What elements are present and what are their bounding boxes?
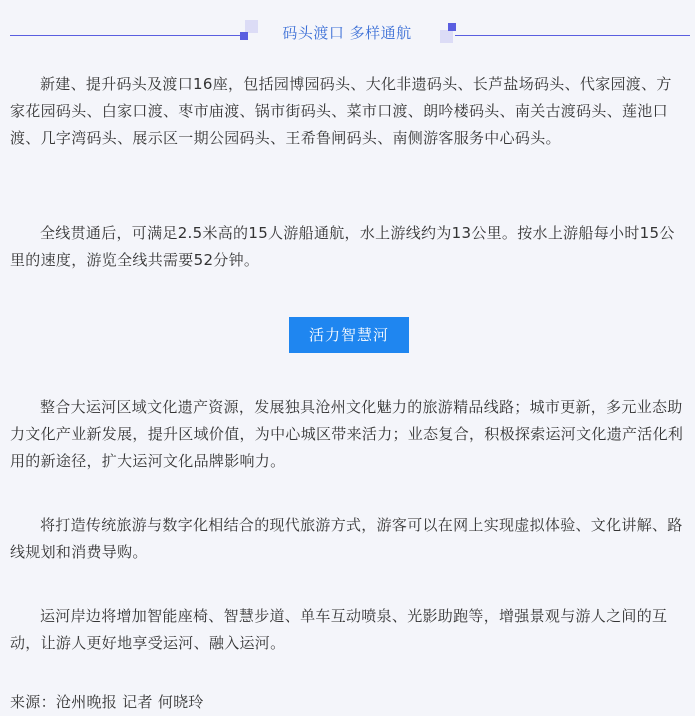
paragraph-navigation: 全线贯通后，可满足2.5米高的15人游船通航，水上游线约为13公里。按水上游船每小时15公里的速度，游览全线共需要52分钟。 bbox=[10, 224, 675, 269]
header-divider-left bbox=[10, 35, 248, 36]
section-title: 码头渡口 多样通航 bbox=[282, 24, 412, 42]
header-decor-square bbox=[440, 30, 453, 43]
paragraph-docks-list: 新建、提升码头及渡口16座，包括园博园码头、大化非遗码头、长芦盐场码头、代家园渡、方家花园码头、白家口渡、枣市庙渡、锅市街码头、菜市口渡、朗吟楼码头、南关古渡码头、莲池口渡、几字湾码头、展示区一期公园码头、王希鲁闸码头、南侧游客服务中心码头。 bbox=[10, 75, 672, 147]
paragraph-riverbank-facilities: 运河岸边将增加智能座椅、智慧步道、单车互动喷泉、光影助跑等，增强景观与游人之间的互动，让游人更好地享受运河、融入运河。 bbox=[10, 607, 668, 652]
paragraph-digital-tourism: 将打造传统旅游与数字化相结合的现代旅游方式，游客可以在网上实现虚拟体验、文化讲解、路线规划和消费导购。 bbox=[10, 516, 683, 561]
section-header-docks bbox=[0, 18, 695, 48]
source-credit: 来源：沧州晚报 记者 何晓玲 bbox=[10, 693, 204, 711]
header-divider-right bbox=[455, 35, 690, 36]
header-decor-square bbox=[240, 32, 248, 40]
paragraph-heritage: 整合大运河区域文化遗产资源，发展独具沧州文化魅力的旅游精品线路；城市更新，多元业态助力文化产业新发展，提升区域价值，为中心城区带来活力；业态复合，积极探索运河文化遗产活化利用的新途径，扩大运河文化品牌影响力。 bbox=[10, 398, 684, 470]
header-decor-square bbox=[448, 23, 456, 31]
section-badge-smart-river: 活力智慧河 bbox=[289, 317, 409, 353]
